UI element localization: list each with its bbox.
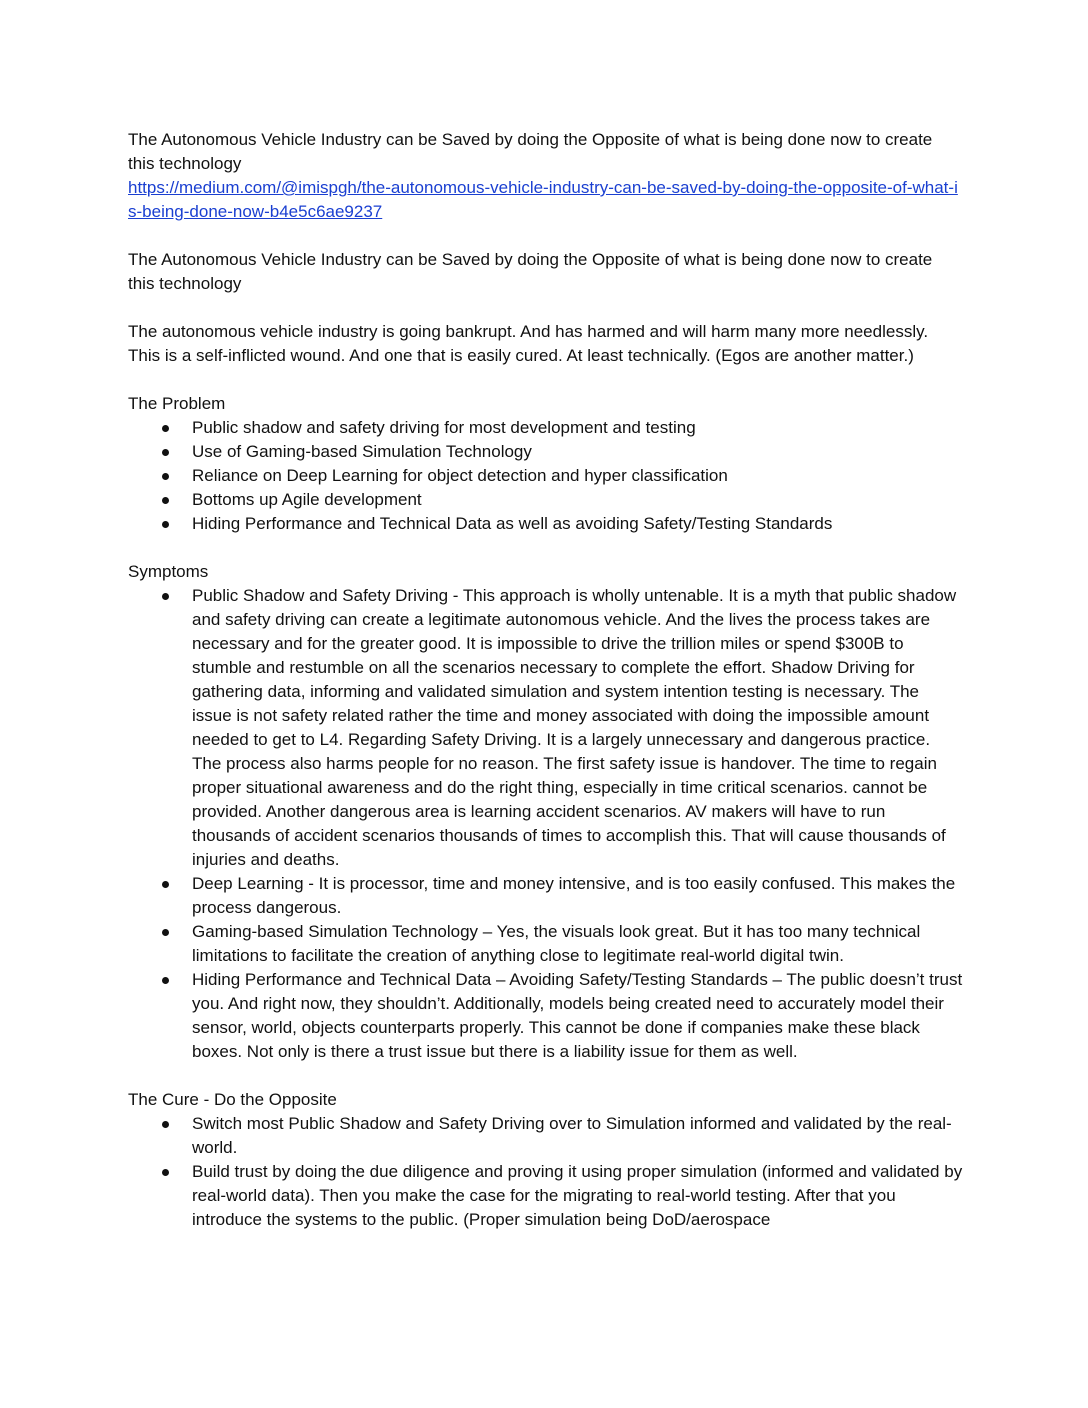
document-title-repeat: The Autonomous Vehicle Industry can be Saved by doing the Opposite of what is being done now to create this technology (128, 250, 933, 293)
list-item: Reliance on Deep Learning for object detection and hyper classification (128, 464, 963, 488)
document-page (128, 128, 963, 1232)
list-item: Use of Gaming-based Simulation Technology (128, 440, 963, 464)
symptoms-list (128, 584, 963, 1064)
problem-heading: The Problem (128, 394, 226, 413)
article-link[interactable]: https://medium.com/@imispgh/the-autonomous-vehicle-industry-can-be-saved-by-doing-the-opposite-of-what-is-being-done-now-b4e5c6ae9237 (128, 178, 958, 221)
list-item: Gaming-based Simulation Technology – Yes, the visuals look great. But it has too many technical limitations to facilitate the creation of anything close to legitimate real-world digital twin. (128, 920, 963, 968)
list-item: Hiding Performance and Technical Data – Avoiding Safety/Testing Standards – The public doesn’t trust you. And right now, they shouldn’t. Additionally, models being created need to accurately model their sensor, world, objects counterparts properly. This cannot be done if companies make these black boxes. Not only is there a trust issue but there is a liability issue for them as well. (128, 968, 963, 1064)
list-item: Deep Learning - It is processor, time and money intensive, and is too easily confused. This makes the process dangerous. (128, 872, 963, 920)
list-item: Switch most Public Shadow and Safety Driving over to Simulation informed and validated by the real-world. (128, 1112, 963, 1160)
cure-heading: The Cure - Do the Opposite (128, 1090, 337, 1109)
document-title: The Autonomous Vehicle Industry can be Saved by doing the Opposite of what is being done now to create this technology (128, 130, 933, 173)
list-item: Bottoms up Agile development (128, 488, 963, 512)
list-item: Hiding Performance and Technical Data as well as avoiding Safety/Testing Standards (128, 512, 963, 536)
intro-paragraph: The autonomous vehicle industry is going bankrupt. And has harmed and will harm many more needlessly. This is a self-inflicted wound. And one that is easily cured. At least technically. (Egos are another matter.) (128, 322, 929, 365)
problem-list (128, 416, 963, 536)
symptoms-heading: Symptoms (128, 562, 209, 581)
cure-list (128, 1112, 963, 1232)
list-item: Build trust by doing the due diligence and proving it using proper simulation (informed and validated by real-world data). Then you make the case for the migrating to real-world testing. After that you introduce the systems to the public. (Proper simulation being DoD/aerospace (128, 1160, 963, 1232)
list-item: Public Shadow and Safety Driving - This approach is wholly untenable. It is a myth that public shadow and safety driving can create a legitimate autonomous vehicle. And the lives the process takes are necessary and for the greater good. It is impossible to drive the trillion miles or spend $300B to stumble and restumble on all the scenarios necessary to complete the effort. Shadow Driving for gathering data, informing and validated simulation and system intention testing is necessary. The issue is not safety related rather the time and money associated with doing the impossible amount needed to get to L4. Regarding Safety Driving. It is a largely unnecessary and dangerous practice. The process also harms people for no reason. The first safety issue is handover. The time to regain proper situational awareness and do the right thing, especially in time critical scenarios. cannot be provided. Another dangerous area is learning accident scenarios. AV makers will have to run thousands of accident scenarios thousands of times to accomplish this. That will cause thousands of injuries and deaths. (128, 584, 963, 872)
list-item: Public shadow and safety driving for most development and testing (128, 416, 963, 440)
